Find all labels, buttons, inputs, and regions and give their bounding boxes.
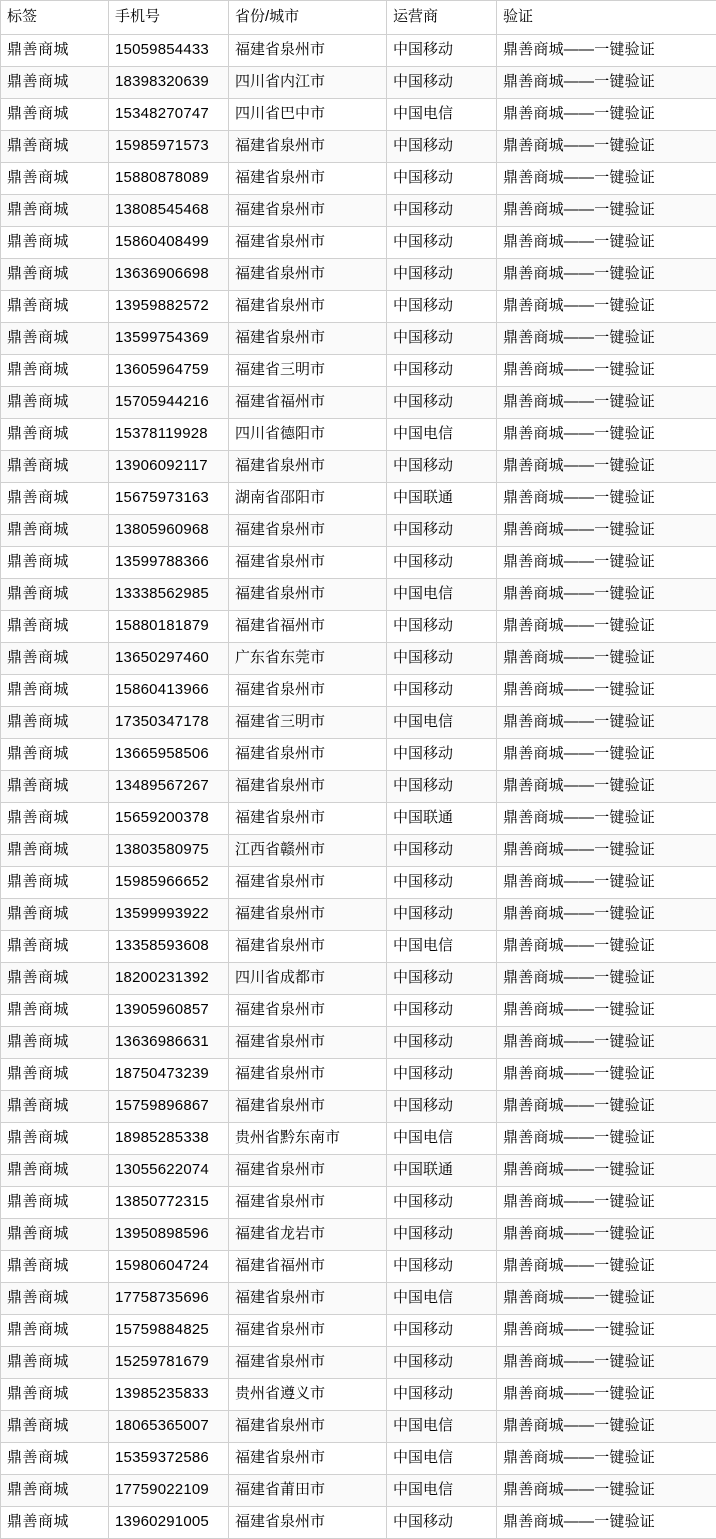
table-row [1,1507,716,1539]
cell-phone: 15759884825 [109,1315,229,1347]
cell-tag: 鼎善商城 [1,67,109,99]
cell-phone: 13055622074 [109,1155,229,1187]
cell-tag: 鼎善商城 [1,611,109,643]
cell-carrier: 中国移动 [387,227,497,259]
table-row [1,835,716,867]
cell-verify: 鼎善商城——一键验证 [497,259,716,291]
cell-phone: 15985966652 [109,867,229,899]
column-header-phone: 手机号 [109,1,229,35]
cell-carrier: 中国移动 [387,195,497,227]
cell-region: 福建省泉州市 [229,867,387,899]
cell-carrier: 中国电信 [387,99,497,131]
table-row [1,515,716,547]
cell-phone: 13599993922 [109,899,229,931]
cell-phone: 13599754369 [109,323,229,355]
cell-verify: 鼎善商城——一键验证 [497,99,716,131]
cell-verify: 鼎善商城——一键验证 [497,1283,716,1315]
cell-carrier: 中国移动 [387,1347,497,1379]
cell-tag: 鼎善商城 [1,995,109,1027]
cell-verify: 鼎善商城——一键验证 [497,515,716,547]
cell-carrier: 中国移动 [387,515,497,547]
column-header-tag: 标签 [1,1,109,35]
cell-phone: 15980604724 [109,1251,229,1283]
cell-region: 贵州省黔东南市 [229,1123,387,1155]
cell-region: 福建省泉州市 [229,1315,387,1347]
table-row [1,131,716,163]
cell-phone: 15059854433 [109,35,229,67]
cell-region: 福建省泉州市 [229,675,387,707]
cell-phone: 18985285338 [109,1123,229,1155]
cell-tag: 鼎善商城 [1,1059,109,1091]
cell-carrier: 中国移动 [387,131,497,163]
cell-verify: 鼎善商城——一键验证 [497,1123,716,1155]
cell-phone: 15359372586 [109,1443,229,1475]
cell-phone: 15378119928 [109,419,229,451]
cell-carrier: 中国联通 [387,483,497,515]
table-row [1,1475,716,1507]
cell-tag: 鼎善商城 [1,163,109,195]
table-row [1,67,716,99]
cell-phone: 13665958506 [109,739,229,771]
cell-region: 福建省泉州市 [229,259,387,291]
cell-verify: 鼎善商城——一键验证 [497,355,716,387]
cell-verify: 鼎善商城——一键验证 [497,1219,716,1251]
table-row [1,419,716,451]
cell-phone: 13803580975 [109,835,229,867]
column-header-carrier: 运营商 [387,1,497,35]
cell-tag: 鼎善商城 [1,835,109,867]
table-row [1,579,716,611]
cell-region: 江西省赣州市 [229,835,387,867]
cell-verify: 鼎善商城——一键验证 [497,227,716,259]
table-row [1,867,716,899]
cell-region: 福建省泉州市 [229,1411,387,1443]
cell-region: 福建省泉州市 [229,1091,387,1123]
cell-carrier: 中国移动 [387,1027,497,1059]
cell-verify: 鼎善商城——一键验证 [497,1251,716,1283]
cell-region: 福建省莆田市 [229,1475,387,1507]
cell-verify: 鼎善商城——一键验证 [497,451,716,483]
cell-verify: 鼎善商城——一键验证 [497,547,716,579]
table-row [1,771,716,803]
cell-tag: 鼎善商城 [1,387,109,419]
cell-phone: 13805960968 [109,515,229,547]
column-header-verify: 验证 [497,1,716,35]
cell-verify: 鼎善商城——一键验证 [497,899,716,931]
table-row [1,1315,716,1347]
cell-tag: 鼎善商城 [1,1443,109,1475]
cell-carrier: 中国移动 [387,643,497,675]
cell-carrier: 中国移动 [387,1315,497,1347]
cell-phone: 17759022109 [109,1475,229,1507]
cell-region: 福建省泉州市 [229,515,387,547]
cell-region: 福建省泉州市 [229,1187,387,1219]
cell-verify: 鼎善商城——一键验证 [497,1187,716,1219]
cell-region: 福建省泉州市 [229,1027,387,1059]
cell-verify: 鼎善商城——一键验证 [497,611,716,643]
cell-phone: 15880878089 [109,163,229,195]
cell-phone: 15705944216 [109,387,229,419]
cell-verify: 鼎善商城——一键验证 [497,675,716,707]
cell-region: 福建省泉州市 [229,899,387,931]
cell-verify: 鼎善商城——一键验证 [497,387,716,419]
column-header-region: 省份/城市 [229,1,387,35]
table-row [1,227,716,259]
cell-phone: 13599788366 [109,547,229,579]
cell-carrier: 中国电信 [387,1443,497,1475]
cell-phone: 13985235833 [109,1379,229,1411]
cell-tag: 鼎善商城 [1,99,109,131]
cell-tag: 鼎善商城 [1,515,109,547]
cell-verify: 鼎善商城——一键验证 [497,1315,716,1347]
cell-verify: 鼎善商城——一键验证 [497,1347,716,1379]
cell-verify: 鼎善商城——一键验证 [497,1091,716,1123]
cell-verify: 鼎善商城——一键验证 [497,1475,716,1507]
cell-carrier: 中国电信 [387,707,497,739]
cell-region: 福建省泉州市 [229,803,387,835]
cell-tag: 鼎善商城 [1,1155,109,1187]
cell-carrier: 中国电信 [387,579,497,611]
cell-phone: 13636906698 [109,259,229,291]
cell-carrier: 中国移动 [387,675,497,707]
cell-tag: 鼎善商城 [1,259,109,291]
cell-tag: 鼎善商城 [1,579,109,611]
cell-tag: 鼎善商城 [1,1251,109,1283]
table-row [1,291,716,323]
cell-tag: 鼎善商城 [1,867,109,899]
cell-phone: 15259781679 [109,1347,229,1379]
cell-region: 福建省泉州市 [229,1283,387,1315]
cell-carrier: 中国联通 [387,803,497,835]
cell-verify: 鼎善商城——一键验证 [497,195,716,227]
cell-region: 四川省德阳市 [229,419,387,451]
cell-tag: 鼎善商城 [1,291,109,323]
cell-tag: 鼎善商城 [1,1507,109,1539]
cell-phone: 18065365007 [109,1411,229,1443]
table-row [1,1283,716,1315]
cell-phone: 15675973163 [109,483,229,515]
cell-carrier: 中国移动 [387,291,497,323]
cell-tag: 鼎善商城 [1,1027,109,1059]
table-row [1,1123,716,1155]
cell-tag: 鼎善商城 [1,771,109,803]
cell-region: 福建省泉州市 [229,739,387,771]
cell-carrier: 中国移动 [387,1507,497,1539]
cell-region: 福建省泉州市 [229,1155,387,1187]
cell-region: 福建省泉州市 [229,579,387,611]
cell-phone: 17350347178 [109,707,229,739]
cell-tag: 鼎善商城 [1,227,109,259]
cell-verify: 鼎善商城——一键验证 [497,931,716,963]
table-row [1,1027,716,1059]
cell-tag: 鼎善商城 [1,451,109,483]
cell-region: 福建省福州市 [229,387,387,419]
cell-carrier: 中国联通 [387,1155,497,1187]
cell-phone: 13906092117 [109,451,229,483]
cell-region: 福建省福州市 [229,611,387,643]
cell-region: 福建省泉州市 [229,1507,387,1539]
cell-tag: 鼎善商城 [1,1283,109,1315]
cell-phone: 17758735696 [109,1283,229,1315]
cell-region: 福建省泉州市 [229,547,387,579]
table-row [1,355,716,387]
cell-tag: 鼎善商城 [1,1315,109,1347]
cell-region: 福建省泉州市 [229,195,387,227]
table-row [1,1411,716,1443]
cell-tag: 鼎善商城 [1,675,109,707]
table-row [1,35,716,67]
cell-tag: 鼎善商城 [1,1411,109,1443]
table-row [1,99,716,131]
cell-carrier: 中国移动 [387,259,497,291]
cell-phone: 18200231392 [109,963,229,995]
cell-phone: 13489567267 [109,771,229,803]
cell-region: 福建省泉州市 [229,1443,387,1475]
cell-tag: 鼎善商城 [1,963,109,995]
cell-region: 福建省泉州市 [229,291,387,323]
cell-carrier: 中国移动 [387,835,497,867]
cell-tag: 鼎善商城 [1,803,109,835]
cell-tag: 鼎善商城 [1,323,109,355]
table-row [1,803,716,835]
cell-region: 福建省泉州市 [229,323,387,355]
cell-verify: 鼎善商城——一键验证 [497,1027,716,1059]
table-row [1,1443,716,1475]
table-body [1,35,716,1539]
cell-tag: 鼎善商城 [1,355,109,387]
cell-verify: 鼎善商城——一键验证 [497,707,716,739]
cell-region: 福建省龙岩市 [229,1219,387,1251]
table-row [1,963,716,995]
table-row [1,323,716,355]
cell-carrier: 中国电信 [387,1411,497,1443]
cell-verify: 鼎善商城——一键验证 [497,963,716,995]
table-row [1,387,716,419]
cell-tag: 鼎善商城 [1,1347,109,1379]
cell-region: 广东省东莞市 [229,643,387,675]
cell-region: 福建省泉州市 [229,995,387,1027]
cell-verify: 鼎善商城——一键验证 [497,291,716,323]
cell-carrier: 中国移动 [387,35,497,67]
cell-tag: 鼎善商城 [1,1187,109,1219]
cell-tag: 鼎善商城 [1,707,109,739]
cell-tag: 鼎善商城 [1,739,109,771]
table-row [1,675,716,707]
cell-phone: 13338562985 [109,579,229,611]
cell-carrier: 中国电信 [387,419,497,451]
table-row [1,1187,716,1219]
cell-phone: 13905960857 [109,995,229,1027]
cell-carrier: 中国移动 [387,995,497,1027]
cell-verify: 鼎善商城——一键验证 [497,1059,716,1091]
cell-region: 四川省巴中市 [229,99,387,131]
table-row [1,1379,716,1411]
cell-verify: 鼎善商城——一键验证 [497,771,716,803]
table-row [1,1155,716,1187]
table-row [1,451,716,483]
cell-region: 福建省泉州市 [229,451,387,483]
table-row [1,259,716,291]
cell-verify: 鼎善商城——一键验证 [497,1155,716,1187]
cell-tag: 鼎善商城 [1,1123,109,1155]
cell-tag: 鼎善商城 [1,1219,109,1251]
cell-verify: 鼎善商城——一键验证 [497,483,716,515]
cell-region: 福建省三明市 [229,355,387,387]
cell-verify: 鼎善商城——一键验证 [497,835,716,867]
cell-tag: 鼎善商城 [1,899,109,931]
cell-verify: 鼎善商城——一键验证 [497,67,716,99]
cell-phone: 13808545468 [109,195,229,227]
cell-verify: 鼎善商城——一键验证 [497,867,716,899]
cell-verify: 鼎善商城——一键验证 [497,1411,716,1443]
cell-carrier: 中国移动 [387,1219,497,1251]
cell-phone: 13605964759 [109,355,229,387]
cell-verify: 鼎善商城——一键验证 [497,803,716,835]
cell-phone: 15880181879 [109,611,229,643]
cell-region: 福建省泉州市 [229,227,387,259]
cell-region: 福建省三明市 [229,707,387,739]
cell-tag: 鼎善商城 [1,419,109,451]
cell-verify: 鼎善商城——一键验证 [497,163,716,195]
cell-carrier: 中国移动 [387,163,497,195]
cell-verify: 鼎善商城——一键验证 [497,323,716,355]
cell-carrier: 中国移动 [387,67,497,99]
cell-phone: 15860408499 [109,227,229,259]
table-header-row [1,1,716,35]
table-row [1,739,716,771]
cell-carrier: 中国移动 [387,771,497,803]
table-row [1,899,716,931]
cell-carrier: 中国移动 [387,1251,497,1283]
cell-carrier: 中国移动 [387,547,497,579]
cell-region: 四川省成都市 [229,963,387,995]
cell-tag: 鼎善商城 [1,1475,109,1507]
cell-region: 四川省内江市 [229,67,387,99]
cell-region: 福建省泉州市 [229,771,387,803]
table-header [1,1,716,35]
cell-tag: 鼎善商城 [1,931,109,963]
cell-carrier: 中国移动 [387,1187,497,1219]
cell-phone: 13636986631 [109,1027,229,1059]
cell-carrier: 中国电信 [387,1283,497,1315]
table-row [1,1251,716,1283]
cell-carrier: 中国移动 [387,899,497,931]
table-row [1,931,716,963]
cell-phone: 15659200378 [109,803,229,835]
cell-verify: 鼎善商城——一键验证 [497,419,716,451]
cell-region: 福建省福州市 [229,1251,387,1283]
cell-region: 福建省泉州市 [229,131,387,163]
table-row [1,1347,716,1379]
cell-region: 福建省泉州市 [229,1059,387,1091]
table-row [1,195,716,227]
table-row [1,643,716,675]
cell-phone: 13850772315 [109,1187,229,1219]
cell-tag: 鼎善商城 [1,483,109,515]
cell-carrier: 中国移动 [387,1379,497,1411]
table-row [1,707,716,739]
cell-phone: 13950898596 [109,1219,229,1251]
cell-verify: 鼎善商城——一键验证 [497,35,716,67]
cell-tag: 鼎善商城 [1,195,109,227]
table-row [1,483,716,515]
cell-phone: 13650297460 [109,643,229,675]
cell-phone: 15860413966 [109,675,229,707]
cell-carrier: 中国移动 [387,355,497,387]
cell-verify: 鼎善商城——一键验证 [497,1443,716,1475]
cell-tag: 鼎善商城 [1,35,109,67]
cell-verify: 鼎善商城——一键验证 [497,995,716,1027]
cell-carrier: 中国移动 [387,611,497,643]
cell-verify: 鼎善商城——一键验证 [497,643,716,675]
cell-region: 福建省泉州市 [229,931,387,963]
cell-verify: 鼎善商城——一键验证 [497,579,716,611]
cell-tag: 鼎善商城 [1,547,109,579]
cell-phone: 15985971573 [109,131,229,163]
table-row [1,547,716,579]
cell-carrier: 中国电信 [387,1475,497,1507]
cell-tag: 鼎善商城 [1,131,109,163]
table-row [1,1219,716,1251]
table-row [1,1091,716,1123]
cell-phone: 13959882572 [109,291,229,323]
cell-phone: 18750473239 [109,1059,229,1091]
cell-verify: 鼎善商城——一键验证 [497,131,716,163]
cell-carrier: 中国移动 [387,1059,497,1091]
table-row [1,1059,716,1091]
cell-region: 福建省泉州市 [229,35,387,67]
cell-carrier: 中国移动 [387,963,497,995]
cell-carrier: 中国电信 [387,931,497,963]
cell-carrier: 中国移动 [387,323,497,355]
cell-verify: 鼎善商城——一键验证 [497,1507,716,1539]
cell-region: 湖南省邵阳市 [229,483,387,515]
table-row [1,163,716,195]
cell-carrier: 中国移动 [387,1091,497,1123]
cell-carrier: 中国移动 [387,451,497,483]
cell-carrier: 中国移动 [387,867,497,899]
cell-phone: 13960291005 [109,1507,229,1539]
cell-phone: 15759896867 [109,1091,229,1123]
cell-carrier: 中国电信 [387,1123,497,1155]
cell-tag: 鼎善商城 [1,643,109,675]
cell-tag: 鼎善商城 [1,1091,109,1123]
cell-verify: 鼎善商城——一键验证 [497,1379,716,1411]
table-row [1,611,716,643]
cell-region: 贵州省遵义市 [229,1379,387,1411]
cell-phone: 15348270747 [109,99,229,131]
cell-phone: 13358593608 [109,931,229,963]
cell-region: 福建省泉州市 [229,1347,387,1379]
table-row [1,995,716,1027]
cell-phone: 18398320639 [109,67,229,99]
cell-region: 福建省泉州市 [229,163,387,195]
cell-verify: 鼎善商城——一键验证 [497,739,716,771]
cell-carrier: 中国移动 [387,739,497,771]
cell-tag: 鼎善商城 [1,1379,109,1411]
cell-carrier: 中国移动 [387,387,497,419]
